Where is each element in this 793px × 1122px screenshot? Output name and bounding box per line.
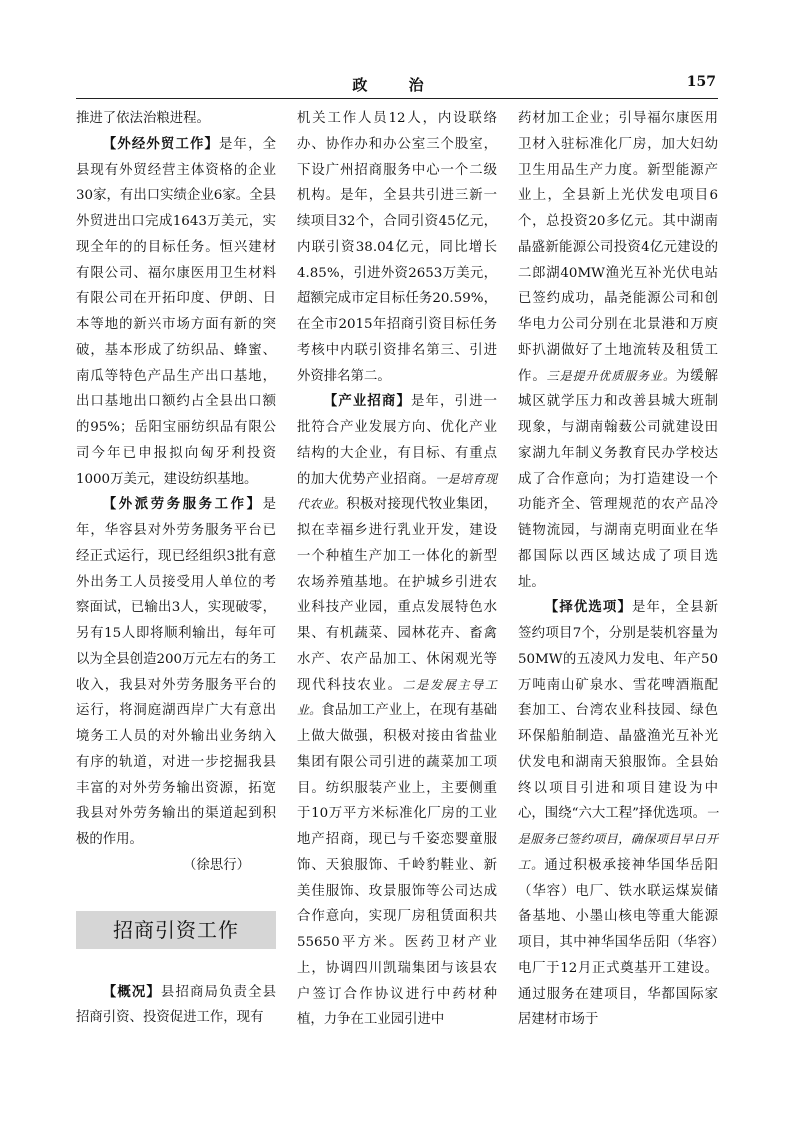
running-header (76, 74, 718, 98)
chanye-text-a: 是年，引进一批符合产业发展方向、优化产业结构的大企业，有目标、有重点的加大优势产业招商。 (297, 394, 498, 487)
paragraph-chanye-cont (518, 106, 718, 595)
running-header-title: 政 治 (352, 76, 442, 94)
waijing-text: 是年，全县现有外贸经营主体资格的企业30家，有出口实绩企业6家。全县外贸进出口完成1643万美元，实现全年的的目标任务。恒兴建材有限公司、福尔康医用卫生材料有限公司在开拓印度、伊朗、日本等地的新兴市场方面有新的突破，基本形成了纺织品、蜂蜜、南瓜等特色产品生产出口基地，出口基地出口额约占全县出口额的95%；岳阳宝丽纺织品有限公司今年已申报拟向匈牙利投资1000万美元，建设纺织基地。 (76, 136, 277, 487)
section-title: 招商引资工作 (76, 911, 276, 949)
column-3 (518, 106, 718, 1033)
paragraph-laowu (76, 492, 276, 853)
paragraph-chanye (297, 389, 497, 1033)
paragraph-continuation: 推进了依法治粮进程。 (76, 111, 210, 126)
chanye-emphasis-a: 一是培育现代农业。 (297, 471, 497, 512)
heading-laowu: 【外派劳务服务工作】 (102, 497, 263, 513)
paragraph-overview-cont: 机关工作人员12人，内设联络办、协作办和办公室三个股室，下设广州招商服务中心一个二级机构。是年，全县共引进三新一续项目32个，合同引资45亿元，内联引资38.04亿元，同比增长4.85%，引进外资2653万美元，超额完成市定目标任务20.59%，在全市2015年招商引资目标任务考核中内联引资排名第三、引进外资排名第二。 (297, 111, 497, 384)
zeyou-text-b: 通过积极承接神华国华岳阳（华容）电厂、铁水联运煤炭储备基地、小墨山核电等重大能源项目，其中神华国华岳阳（华容）电厂于12月正式奠基开工建设。通过服务在建项目，华都国际家居建材市场于 (518, 857, 718, 1028)
paragraph-waijing (76, 132, 276, 493)
chanye-text-b: 积极对接现代牧业集团，拟在幸福乡进行乳业开发，建设一个种植生产加工一体化的新型农场养殖基地。在护城乡引进农业科技产业园，重点发展特色水果、有机蔬菜、园林花卉、畜禽水产、农产品加工、休闲观光等现代科技农业。 (297, 497, 497, 693)
header-rule (76, 98, 718, 99)
heading-zeyou: 【择优选项】 (544, 600, 632, 616)
author-signature: （徐思行） (183, 857, 250, 873)
paragraph-zeyou (518, 595, 718, 1033)
page-number: 157 (686, 74, 716, 90)
chanye-cont-text-a: 药材加工企业；引导福尔康医用卫材入驻标准化厂房，加大妇幼卫生用品生产力度。新型能源产业上，全县新上光伏发电项目6个，总投资20多亿元。其中湖南晶盛新能源公司投资4亿元建设的二郎湖40MW渔光互补光伏电站已签约成功，晶尧能源公司和创华电力公司分别在北景港和万庾虾扒湖做好了土地流转及租赁工作。 (518, 111, 718, 384)
chanye-emphasis-c: 三是提升优质服务业。 (546, 368, 676, 383)
gaikuang-text: 县招商局负责全县招商引资、投资促进工作，现有 (76, 984, 277, 1026)
column-2 (297, 106, 497, 1033)
laowu-text: 是年，华容县对外劳务服务平台已经正式运行，现已经组织3批有意外出务工人员接受用人单位的考察面试，已输出3人，实现破零，另有15人即将顺利输出，每年可以为全县创造200万元左右的务工收入，我县对外劳务服务平台的运行，将洞庭湖西岸广大有意出境务工人员的对外输出业务纳入有序的轨道，对进一步挖掘我县丰富的对外劳务输出资源，拓宽我县对外劳务输出的渠道起到积极的作用。 (76, 497, 276, 847)
chanye-emphasis-b: 二是发展主导工业。 (297, 677, 497, 718)
paragraph-gaikuang (76, 980, 276, 1032)
heading-gaikuang: 【概况】 (102, 984, 161, 1000)
column-1 (76, 106, 276, 1031)
heading-waijing: 【外经外贸工作】 (102, 136, 220, 152)
chanye-text-c: 食品加工产业上，在现有基础上做大做强，积极对接由省盐业集团有限公司引进的蔬菜加工项目。纺织服装产业上，主要侧重于10万平方米标准化厂房的工业地产招商，现已与千姿恋婴童服饰、天狼服饰、千岭豹鞋业、新美佳服饰、玫景服饰等公司达成合作意向，实现厂房租赁面积共55650平方米。医药卫材产业上，协调四川凯瑞集团与该县农户签订合作协议进行中药材种植，力争在工业园引进中 (297, 703, 497, 1028)
chanye-cont-text-b: 为缓解城区就学压力和改善县城大班制现象，与湖南翰薮公司就建设田家湖九年制义务教育民办学校达成了合作意向；为打造建设一个功能齐全、管理规范的农产品冷链物流园，与湖南克明面业在华都国际以西区域达成了项目选址。 (518, 368, 719, 590)
heading-chanye: 【产业招商】 (323, 394, 411, 410)
zeyou-text-a: 是年，全县新签约项目7个，分别是装机容量为50MW的五凌风力发电、年产50万吨南山矿泉水、雪花啤酒瓶配套加工、台湾农业科技园、绿色环保船舶制造、晶盛渔光互补光伏发电和湖南天狼服饰。全县始终以项目引进和项目建设为中心，围绕“六大工程”择优选项。 (518, 600, 719, 822)
zeyou-emphasis-a: 一是服务已签约项目，确保项目早日开工。 (518, 806, 718, 872)
